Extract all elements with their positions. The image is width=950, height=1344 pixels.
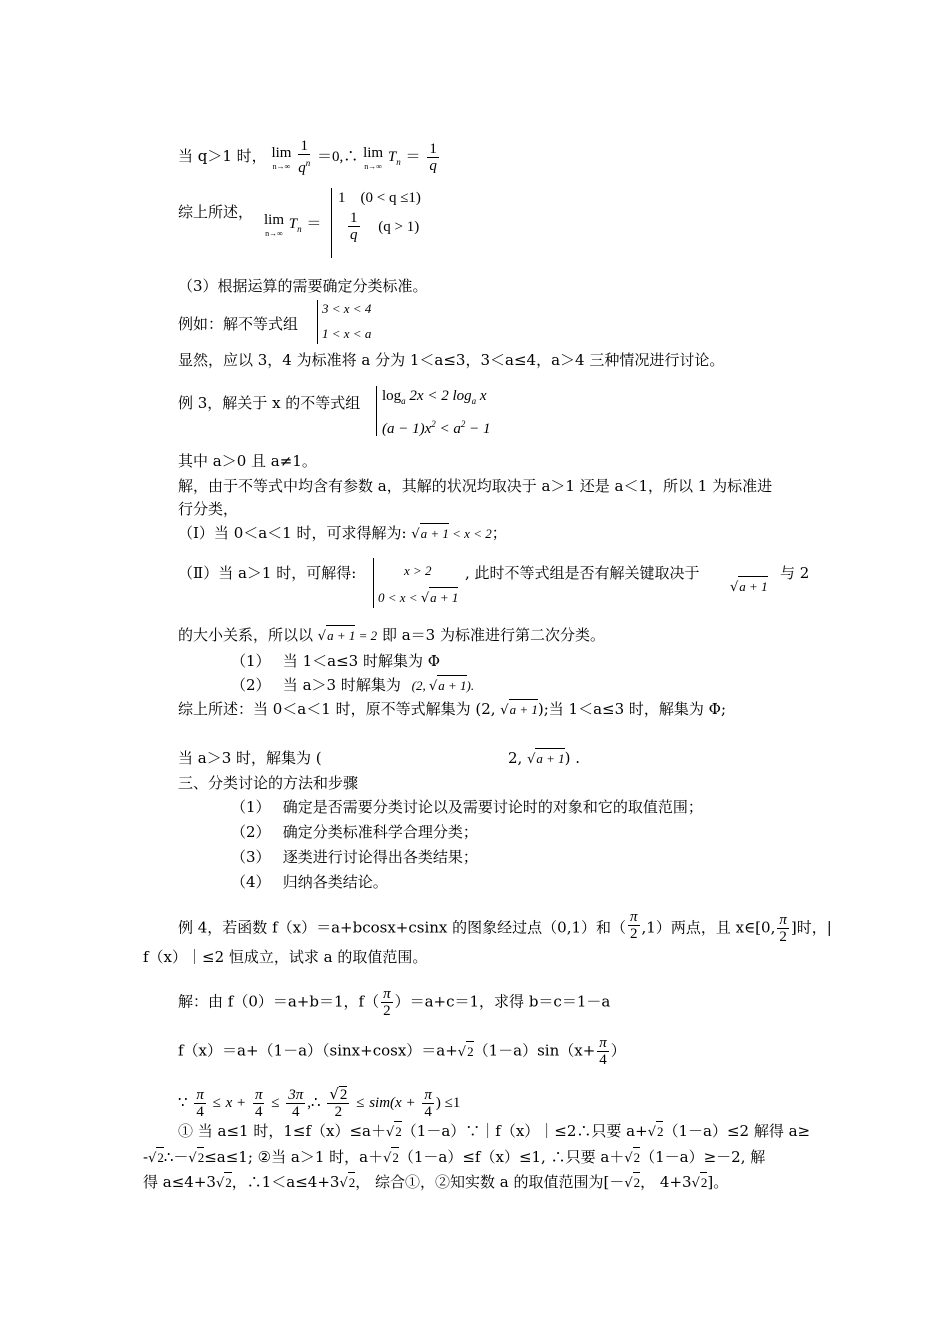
text-line: 当 a＞3 时，解集为 ( xyxy=(178,749,322,767)
equals-zero: ＝0,∴ xyxy=(317,149,359,165)
text-line: 显然，应以 3，4 为标准将 a 分为 1＜a≤3，3＜a≤4，a＞4 三种情况进行讨论。 xyxy=(178,351,725,369)
list-item: （4） 归纳各类结论。 xyxy=(231,873,388,891)
system-line-1: x > 2 xyxy=(404,563,432,578)
equals: ＝ xyxy=(405,149,421,165)
fraction: $\frac{1}{q}$ xyxy=(429,140,437,174)
text-line xyxy=(178,202,253,222)
text-line: 其中 a＞0 且 a≠1。 xyxy=(178,452,317,470)
text-line: 例 3，解关于 x 的不等式组 xyxy=(178,394,361,412)
T-symbol: T xyxy=(387,149,397,165)
text-line: -√2∴－√2≤a≤1; ②当 a＞1 时，a＋√2（1－a）≤f（x）≤1, ∴只要 a＋√2（1－a）≥－2, 解 xyxy=(143,1148,766,1166)
text-line xyxy=(178,138,441,176)
brace xyxy=(376,386,377,436)
system-line-quad: $(a - 1)x^2 < a^2 - 1$ xyxy=(382,419,491,437)
system-line-2: 1 < x < a xyxy=(322,326,372,341)
sqrt-expression: √a + 1 xyxy=(730,576,768,598)
system-line-log: $\log_a 2x < 2$ $\log_a x$ xyxy=(382,388,487,406)
text-line: （1） 当 1＜a≤3 时解集为 Φ xyxy=(231,652,441,670)
list-item: （3） 逐类进行讨论得出各类结果； xyxy=(231,848,478,866)
text-line: 解：由 f（0）＝a+b＝1，f（ $\frac{\pi}{2}$ ）＝a+c＝1，求得 b＝c＝1－a xyxy=(178,986,611,1019)
text-line: 与 2 xyxy=(780,564,810,582)
piecewise-lhs: lim n→∞ $T_n$ ＝ xyxy=(264,212,322,238)
line-text: 综上所述， xyxy=(178,203,254,221)
system-line-1: 3 < x < 4 xyxy=(322,301,372,316)
brace xyxy=(331,188,332,258)
text-line: , 此时不等式组是否有解关键取决于 xyxy=(465,564,700,582)
text-line: f（x）｜≤2 恒成立，试求 a 的取值范围。 xyxy=(143,948,428,966)
text-line: （2） 当 a＞3 时解集为 (2, √a + 1). xyxy=(231,676,475,694)
line-text: 当 q＞1 时， xyxy=(178,147,267,165)
text-line: 的大小关系，所以以 √a + 1 = 2 即 a＝3 为标准进行第二次分类。 xyxy=(178,626,605,644)
math-inequality-line: ∵ $\frac{\pi}{4}$ ≤ x + $\frac{\pi}{4}$ ≤ $\frac{3\pi}{4}$ ,∴ $\frac{√2}{2}$ ≤ sim(x + $\frac{\pi}{4}$ ) ≤1 xyxy=(178,1085,461,1120)
text-line: （3）根据运算的需要确定分类标准。 xyxy=(178,277,428,295)
text-line: 2, √a + 1) . xyxy=(508,749,581,767)
list-item: （1） 确定是否需要分类讨论以及需要讨论时的对象和它的取值范围； xyxy=(231,798,703,816)
text-line: 例 4，若函数 f（x）＝a+bcosx+csinx 的图象经过点（0,1）和（ $\frac{\pi}{2}$ ,1）两点，且 x∈[0, $\frac{\pi}{2}$ ]时，| xyxy=(178,909,832,945)
text-line: 得 a≤4+3√2，∴1＜a≤4+3√2， 综合①，②知实数 a 的取值范围为[－√2， 4+3√2]。 xyxy=(143,1173,729,1191)
text-line: 例如：解不等式组 xyxy=(178,315,299,333)
brace xyxy=(317,300,318,344)
brace xyxy=(373,558,374,608)
piecewise-case-2: $\frac{1}{q}$ (q > 1) xyxy=(350,210,420,243)
list-item: （2） 确定分类标准科学合理分类； xyxy=(231,823,478,841)
text-line: 综上所述：当 0＜a＜1 时，原不等式解集为 (2, √a + 1);当 1＜a≤3 时，解集为 Φ; xyxy=(178,700,727,718)
fraction: $\frac{1}{q^n}$ xyxy=(298,138,311,176)
section-heading: 三、分类讨论的方法和步骤 xyxy=(178,774,359,792)
limit-expression: lim n→∞ xyxy=(363,145,384,171)
text-line: ① 当 a≤1 时，1≤f（x）≤a＋√2（1－a）∵｜f（x）｜≤2∴只要 a+√2（1－a）≤2 解得 a≥ xyxy=(178,1122,811,1140)
piecewise-case-1: 1 (0 < q ≤1) xyxy=(338,190,421,206)
text-line: f（x）＝a+（1－a）（sinx+cosx）＝a+√2（1－a）sin（x+ $\frac{\pi}{4}$ ） xyxy=(178,1035,626,1068)
subscript: n xyxy=(396,157,401,167)
system-line-2: 0 < x < √a + 1 xyxy=(378,587,458,609)
limit-expression: lim n→∞ xyxy=(271,145,292,171)
text-line: 行分类， xyxy=(178,500,239,518)
text-line: 解，由于不等式中均含有参数 a，其解的状况均取决于 a＞1 还是 a＜1，所以 1 为标准进 xyxy=(178,477,773,495)
text-line: （Ⅰ）当 0＜a＜1 时，可求得解为: √a + 1 < x < 2； xyxy=(178,524,507,542)
text-line: （Ⅱ）当 a＞1 时，可解得: xyxy=(178,564,357,582)
